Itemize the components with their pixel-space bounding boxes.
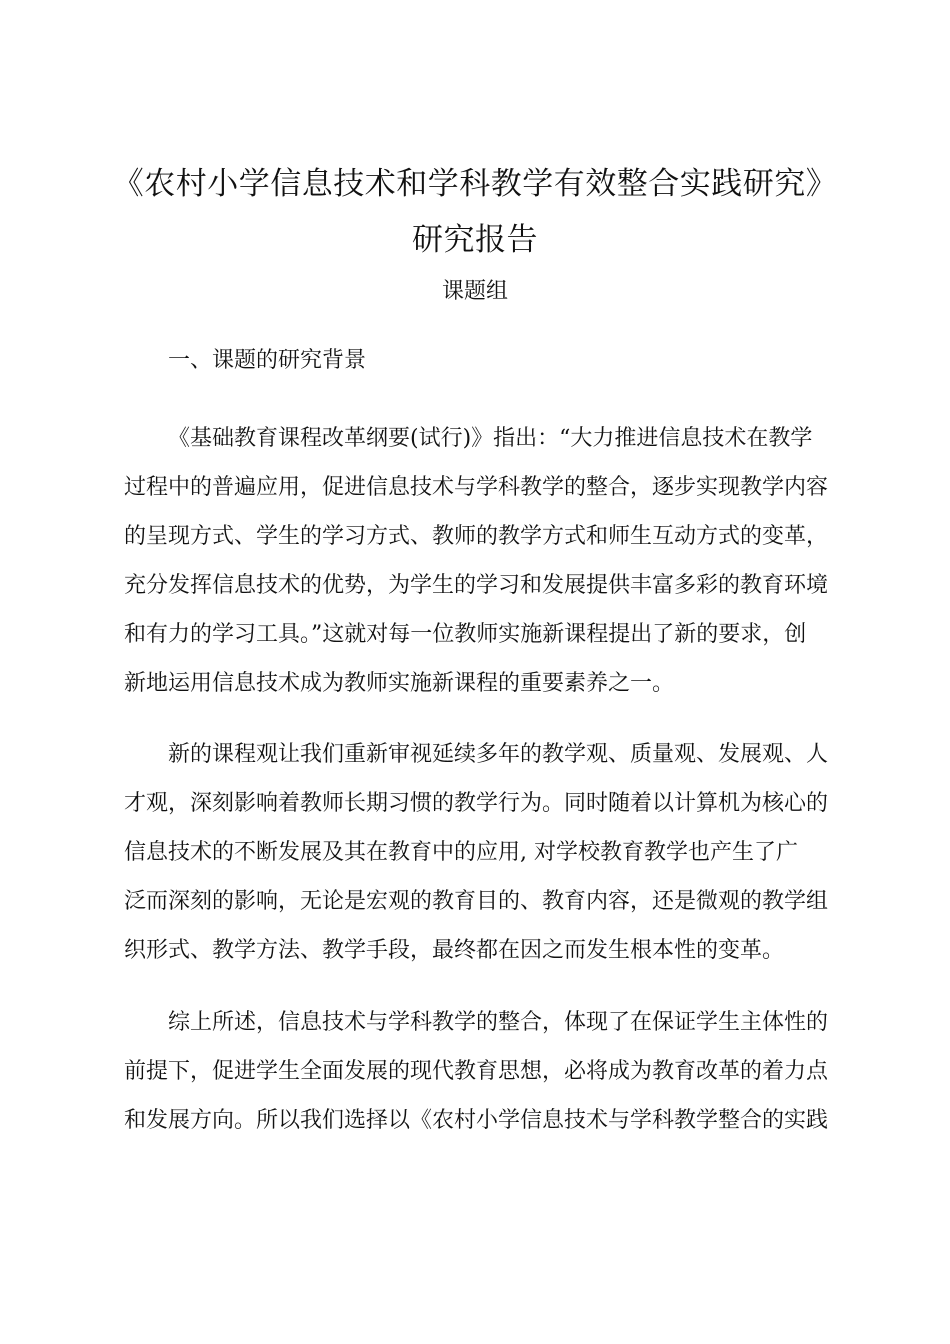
paragraph-line: 和发展方向。所以我们选择以《农村小学信息技术与学科教学整合的实践 [124,1108,829,1133]
paragraph-line: 《基础教育课程改革纲要(试行)》指出：“大力推进信息技术在教学 [168,426,813,451]
paragraph-2 [124,730,834,975]
paragraph-line: 新的课程观让我们重新审视延续多年的教学观、质量观、发展观、人 [168,742,829,767]
paragraph-line: 和有力的学习工具。”这就对每一位教师实施新课程提出了新的要求，创 [124,622,807,647]
paragraph-line: 的呈现方式、学生的学习方式、教师的教学方式和师生互动方式的变革， [124,524,829,549]
paragraph-line: 综上所述，信息技术与学科教学的整合，体现了在保证学生主体性的 [168,1010,829,1035]
section-heading: 一、课题的研究背景 [168,348,367,373]
paragraph-1 [124,414,834,708]
paragraph-line: 才观，深刻影响着教师长期习惯的教学行为。同时随着以计算机为核心的 [124,791,829,816]
paragraph-3 [124,998,834,1145]
paragraph-line: 新地运用信息技术成为教师实施新课程的重要素养之一。 [124,671,675,696]
paragraph-line: 泛而深刻的影响，无论是宏观的教育目的、教育内容，还是微观的教学组 [124,889,829,914]
paragraph-line: 织形式、教学方法、教学手段，最终都在因之而发生根本性的变革。 [124,938,785,963]
paragraph-line: 信息技术的不断发展及其在教育中的应用, 对学校教育教学也产生了广 [124,840,798,865]
document-title-line-1: 《农村小学信息技术和学科教学有效整合实践研究》 [112,166,838,202]
paragraph-line: 前提下，促进学生全面发展的现代教育思想，必将成为教育改革的着力点 [124,1059,829,1084]
document-title-line-2: 研究报告 [412,222,538,258]
paragraph-line: 过程中的普遍应用，促进信息技术与学科教学的整合，逐步实现教学内容 [124,475,829,500]
document-author: 课题组 [441,279,508,304]
paragraph-line: 充分发挥信息技术的优势，为学生的学习和发展提供丰富多彩的教育环境 [124,573,829,598]
